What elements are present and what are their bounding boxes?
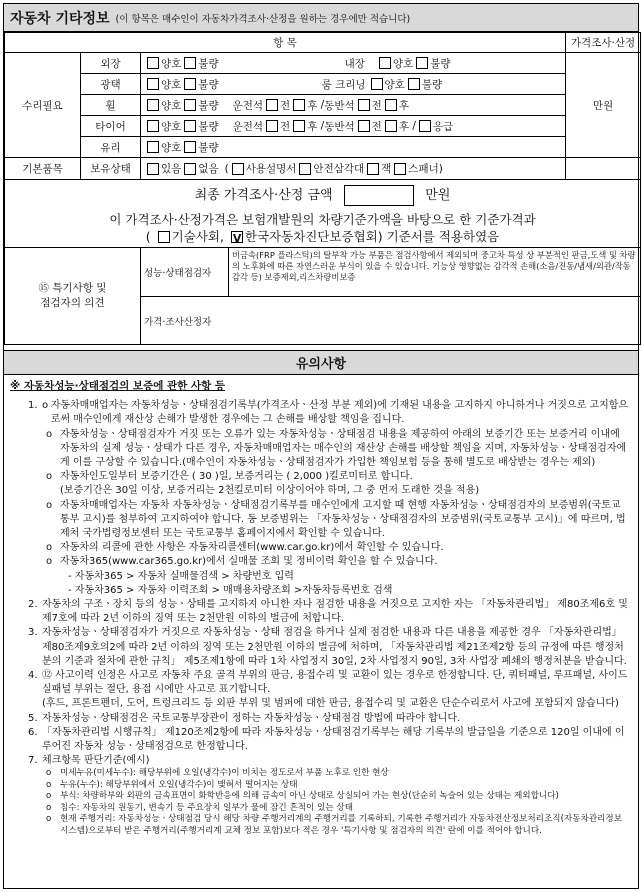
inspector-opinion-text: 비금속(FRP 플라스틱)의 탈부착 가능 부품은 점검사항에서 제외되며 중고차 특성 상 부분적인 판금,도색 및 차량의 노후화에 따른 자연스러운 부식이 있을 수 있습니다. 기능상 영향없는 감각적 손해(소음/진동/냄새/외관/작동감각 등) 보증제외,리스차량비보증 <box>232 250 636 282</box>
passenger-label: 동반석 <box>324 120 355 133</box>
note-3: 자동차성능ㆍ상태점검자가 거짓으로 자동차성능ㆍ상태 점검을 하거나 실제 점검한 내용과 다른 내용을 제공한 경우 「자동차관리법」 제80조제9호의2에 따라 2년 이하의 징역 또는 2천만원 이하의 벌금에 처하며, 「자동차관리법 제21조제2항 등의 규정에 따른 행정처분의 기준과 절차에 관한 규칙」 제5조제1항에 따라 1차 사업정지 30일, 2차 사업정지 90일, 3차 사업장 폐쇄의 행정처분을 받습니다. <box>42 627 627 667</box>
col-item-header: 항 목 <box>5 33 566 53</box>
room-clean-bad-checkbox[interactable] <box>408 78 420 90</box>
glass-good-checkbox[interactable] <box>147 141 159 153</box>
note-7a: 미세누유(미세누수): 해당부위에 오일(냉각수)이 비치는 정도로서 부품 노후로 인한 현상 <box>60 768 389 779</box>
note-1d: 자동차매매업자는 자동차 자동차성능ㆍ상태점검기록부를 매수인에게 고지할 때 현행 자동차성능ㆍ상태점검자의 보증범위(국토교통부 고시)를 첨부하여 고지하여야 합니다. 동 보증범위는 「자동차성능ㆍ상태점검자의 보증범위(국토교통부 고시)」에 따르며, 법제처 국가법령정보센터 또는 국토교통부 홈페이지에서 확인할 수 있습니다. <box>60 499 626 540</box>
triangle-checkbox[interactable] <box>299 163 311 175</box>
interior-good-checkbox[interactable] <box>379 57 391 69</box>
tire-driver-front-checkbox[interactable] <box>266 120 278 132</box>
good-label: 양호 <box>161 99 182 112</box>
wheel-passenger-front-checkbox[interactable] <box>358 99 370 111</box>
tire-good-checkbox[interactable] <box>147 120 159 132</box>
good-label: 양호 <box>161 120 182 133</box>
driver-label: 운전석 <box>232 120 264 133</box>
note-7e: 현재 주행거리: 자동차성능ㆍ상태점검 당시 해당 차량 주행거리계의 주행거리를 기록하되, 기록한 주행거리가 자동차전산정보처리조직(자동차관리정보시스템)으로부터 받은 주행거리(주행거리계 교체 정보 포함)보다 적은 경우 '특기사항 및 점검자의 의견' 란에 이를 적어야 합니다. <box>60 814 623 836</box>
note-6: 「자동차관리법 시행규칙」 제120조제2항에 따라 자동차성능ㆍ상태점검기록부는 해당 기록부의 발급일을 기준으로 120일 이내에 이루어진 자동차 성능ㆍ상태점검으로 한정합니다. <box>42 726 625 753</box>
jack-checkbox[interactable] <box>367 163 379 175</box>
wheel-good-checkbox[interactable] <box>147 99 159 111</box>
tire-passenger-front-checkbox[interactable] <box>358 120 370 132</box>
rear-label: 후 <box>307 99 318 112</box>
note-5: 자동차성능ㆍ상태점검은 국토교통부장관이 정하는 자동차성능ㆍ상태점검 방법에 따라야 합니다. <box>42 712 461 724</box>
bad-label: 불량 <box>198 99 219 112</box>
note-7d: 침수: 자동차의 원동기, 변속기 등 주요장치 일부가 물에 잠긴 흔적이 있는 상태 <box>60 802 354 813</box>
note-1c: 자동차인도일부터 보증기간은 ( 30 )일, 보증거리는 ( 2,000 )킬로미터로 합니다. <box>60 471 413 483</box>
kadia-label: 한국자동차진단보증협회 <box>244 229 378 245</box>
triangle-label: 안전삼각대 <box>313 163 365 175</box>
interior-bad-checkbox[interactable] <box>416 57 428 69</box>
inspector-label: 성능·상태점검자 <box>141 248 229 296</box>
kadia-checkbox[interactable] <box>231 231 243 243</box>
emergency-label: 응급 <box>432 120 454 133</box>
exterior-bad-checkbox[interactable] <box>184 57 196 69</box>
note-4: ⑫ 사고이력 인정은 사고로 자동차 주요 골격 부위의 판금, 용접수리 및 교환이 있는 경우로 한정합니다. 단, 쿼터패널, 루프패널, 사이드실패널 부위는 절단, 용접 시에만 사고로 표기합니다. <box>42 670 628 696</box>
section-header <box>4 4 638 32</box>
note-1f-step2: - 자동차365 > 자동차 이력조회 > 매매용차량조회 >자동차등록번호 검색 <box>68 584 393 596</box>
basic-none-checkbox[interactable] <box>184 163 196 175</box>
good-label: 양호 <box>161 78 182 91</box>
label-room-clean: 룸 크리닝 <box>321 78 366 91</box>
exterior-good-checkbox[interactable] <box>147 57 159 69</box>
wheel-driver-rear-checkbox[interactable] <box>293 99 305 111</box>
repair-group-label: 수리필요 <box>5 53 81 158</box>
note-4-detail: (후드, 프론트펜더, 도어, 트렁크리드 등 외판 부위 및 범퍼에 대한 판금, 용접수리 및 교환은 단순수리로서 사고에 포함되지 않습니다) <box>42 698 619 710</box>
note-1b: 자동차성능ㆍ상태점검자가 거짓 또는 오류가 있는 자동차성능ㆍ상태점검 내용을 제공하여 아래의 보증기간 또는 보증거리 이내에 자동차의 실제 성능ㆍ상태가 다른 경우, 자동차매매업자는 매수인의 재산상 손해를 배상할 책임을 지며, 자동차성능ㆍ상태점검자에게 이를 구상할 수 있습니다.(매수인이 자동차성능ㆍ상태점검자가 가입한 책임보험 등을 통해 별도로 배상받는 경우는 제외) <box>60 428 627 469</box>
front-label: 전 <box>280 120 291 133</box>
gloss-bad-checkbox[interactable] <box>184 78 196 90</box>
tech-society-label: 기술사회, <box>171 229 224 245</box>
opinion-label-line2: 점검자의 의견 <box>40 297 105 309</box>
note-2: 자동차의 구조ㆍ장치 등의 성능ㆍ상태를 고지하지 아니한 자나 점검한 내용을 거짓으로 고지한 자는 「자동차관리법」 제80조제6호 및 제7호에 따라 2년 이하의 징역 또는 2천만원 이하의 벌금에 처합니다. <box>42 599 628 625</box>
opinion-label-line1: ⑮ 특기사항 및 <box>38 282 107 294</box>
manual-checkbox[interactable] <box>232 163 244 175</box>
price-value: 만원 <box>566 53 641 158</box>
glass-bad-checkbox[interactable] <box>184 141 196 153</box>
wheel-passenger-rear-checkbox[interactable] <box>385 99 397 111</box>
good-label: 양호 <box>161 57 182 70</box>
bad-label: 불량 <box>198 120 219 133</box>
front-label: 전 <box>280 99 291 112</box>
note-1a: 자동차매매업자는 자동차성능ㆍ상태점검기록부(가격조사ㆍ산정 부분 제외)에 기재된 내용을 고지하지 아니하거나 거짓으로 고지함으로써 매수인에게 재산상 손해가 발생한 경우에는 그 손해를 배상할 책임을 집니다. <box>50 400 629 426</box>
col-price-header: 가격조사·산정 <box>566 33 641 53</box>
good-label: 양호 <box>392 57 414 70</box>
vehicle-other-info-form <box>3 3 639 889</box>
basis-line: 이 가격조사·산정가격은 보험개발원의 차량기준가액을 바탕으로 한 기준가격과 <box>109 212 536 228</box>
bad-label: 불량 <box>421 78 443 91</box>
bad-label: 불량 <box>198 141 219 154</box>
note-1c-detail: (보증기간은 30일 이상, 보증거리는 2천킬로미터 이상이어야 하며, 그 중 먼저 도래한 것을 적용) <box>60 485 480 497</box>
notes-section-header: 유의사항 <box>4 350 638 375</box>
notes-heading: ※ 자동차성능·상태점검의 보증에 관한 사항 등 <box>10 380 226 392</box>
good-label: 양호 <box>161 141 182 154</box>
label-wheel: 휠 <box>81 95 141 116</box>
front-label: 전 <box>371 120 382 133</box>
label-exterior: 외장 <box>81 53 141 74</box>
section-title: 자동차 기타정보 <box>10 10 110 27</box>
room-clean-good-checkbox[interactable] <box>371 78 383 90</box>
spanner-checkbox[interactable] <box>394 163 406 175</box>
basis-suffix: ) 기준서를 적용하였음 <box>377 229 500 245</box>
bad-label: 불량 <box>430 57 451 70</box>
label-interior: 내장 <box>344 57 365 70</box>
section-note: (이 항목은 매수인이 자동차가격조사·산정을 원하는 경우에만 적습니다) <box>115 13 411 25</box>
final-price-input[interactable] <box>344 185 414 206</box>
passenger-label: 동반석 <box>324 99 355 112</box>
note-7b: 누유(누수): 해당부위에서 오일(냉각수)이 맺혀서 떨어지는 상태 <box>60 779 298 790</box>
note-7: 체크항목 판단기준(예시) <box>42 755 150 767</box>
rear-label: 후 <box>307 120 318 133</box>
front-label: 전 <box>371 99 382 112</box>
gloss-good-checkbox[interactable] <box>147 78 159 90</box>
driver-label: 운전석 <box>232 99 264 112</box>
label-possession: 보유상태 <box>81 158 141 180</box>
jack-label: 잭 <box>381 163 392 175</box>
note-1f: 자동차365(www.car365.go.kr)에서 실매물 조회 및 정비이력 확인을 할 수 있습니다. <box>60 556 438 568</box>
spanner-label: 스패너 <box>408 163 439 175</box>
wheel-bad-checkbox[interactable] <box>184 99 196 111</box>
note-1e: 자동차의 리콜에 관한 사항은 자동차리콜센터(www.car.go.kr)에서 확인할 수 있습니다. <box>60 542 444 554</box>
repair-table: 항 목 가격조사·산정 수리필요 외장 양호 불량 내장 양호 불량 만원 광택 양호 불량 룸 크리닝 양호 불량 휠 양호 불량 운전석 전 후 / 동반석 전 후 타이어 양호 불량 운전석 전 후 / 동반석 전 후 / 응급 유리 양호 불량 기본품목 보유상태 있음 없음 ( 사용설명서 안전삼각대 잭 스패너 ) 최종 가격조사·산정 금액 만원 이 가격조사·산정가격은 보험개발원의 차량기준가액을 바탕으로 한 기준가격과 ( 기술사회, V 한국자동차진단보증협회) 기준서를 적용하였음 ⑮ 특기사항 및 점검자의 의견 성능·상태점검자 비금속(FRP 플라스틱)의 탈부착 가능 부품은 점검사항에서 제외되며 중고차 특성 상 부분적인 판금,도색 및 차량의 노후화에 따른 자연스러운 부식이 있을 수 있습니다. 기능상 영향없는 감각적 손해(소음/진동/냄새/외관/작동감각 등) 보증제외,리스차량비보증 가격·조사산정자 <box>4 32 641 345</box>
tire-emergency-checkbox[interactable] <box>419 120 431 132</box>
label-tire: 타이어 <box>81 116 141 137</box>
label-glass: 유리 <box>81 137 141 158</box>
rear-label: 후 <box>398 99 409 112</box>
bad-label: 불량 <box>198 57 219 70</box>
tire-passenger-rear-checkbox[interactable] <box>385 120 397 132</box>
note-7c: 부식: 차량하부와 외판의 금속표면이 화학반응에 의해 금속이 아닌 상태로 상실되어 가는 현상(단순히 녹슬어 있는 상태는 제외합니다) <box>60 791 559 802</box>
final-price-unit: 만원 <box>425 187 451 203</box>
none-label: 없음 <box>198 163 219 175</box>
tire-bad-checkbox[interactable] <box>184 120 196 132</box>
manual-label: 사용설명서 <box>245 163 297 175</box>
notes-body: ※ 자동차성능·상태점검의 보증에 관한 사항 등 1. o 자동차매매업자는 자동차성능ㆍ상태점검기록부(가격조사ㆍ산정 부분 제외)에 기재된 내용을 고지하지 아니하거나 거짓으로 고지함으로써 매수인에게 재산상 손해가 발생한 경우에는 그 손해를 배상할 책임을 집니다. o 자동차성능ㆍ상태점검자가 거짓 또는 오류가 있는 자동차성능ㆍ상태점검 내용을 제공하여 아래의 보증기간 또는 보증거리 이내에 자동차의 실제 성능ㆍ상태가 다른 경우, 자동차매매업자는 매수인의 재산상 손해를 배상할 책임을 지며, 자동차성능ㆍ상태점검자에게 이를 구상할 수 있습니다.(매수인이 자동차성능ㆍ상태점검자가 가입한 책임보험 등을 통해 별도로 배상받는 경우는 제외) o 자동차인도일부터 보증기간은 ( 30 )일, 보증거리는 ( 2,000 )킬로미터로 합니다. (보증기간은 30일 이상, 보증거리는 2천킬로미터 이상이어야 하며, 그 중 먼저 도래한 것을 적용) o 자동차매매업자는 자동차 자동차성능ㆍ상태점검기록부를 매수인에게 고지할 때 현행 자동차성능ㆍ상태점검자의 보증범위(국토교통부 고시)를 첨부하여 고지하여야 합니다. 동 보증범위는 「자동차성능ㆍ상태점검자의 보증범위(국토교통부 고시)」에 따르며, 법제처 국가법령정보센터 또는 국토교통부 홈페이지에서 확인할 수 있습니다. o 자동차의 리콜에 관한 사항은 자동차리콜센터(www.car.go.kr)에서 확인할 수 있습니다. o 자동차365(www.car365.go.kr)에서 실매물 조회 및 정비이력 확인을 할 수 있습니다. - 자동차365 > 자동차 실매물검색 > 차량번호 입력 - 자동차365 > 자동차 이력조회 > 매매용차량조회 >자동차등록번호 검색 2. 자동차의 구조ㆍ장치 등의 성능ㆍ상태를 고지하지 아니한 자나 점검한 내용을 거짓으로 고지한 자는 「자동차관리법」 제80조제6호 및 제7호에 따라 2년 이하의 징역 또는 2천만원 이하의 벌금에 처합니다. 3. 자동차성능ㆍ상태점검자가 거짓으로 자동차성능ㆍ상태 점검을 하거나 실제 점검한 내용과 다른 내용을 제공한 경우 「자동차관리법」 제80조제9호의2에 따라 2년 이하의 징역 또는 2천만원 이하의 벌금에 처하며, 「자동차관리법 제21조제2항 등의 규정에 따른 행정처분의 기준과 절차에 관한 규칙」 제5조제1항에 따라 1차 사업정지 30일, 2차 사업정지 90일, 3차 사업장 폐쇄의 행정처분을 받습니다. 4. ⑫ 사고이력 인정은 사고로 자동차 주요 골격 부위의 판금, 용접수리 및 교환이 있는 경우로 한정합니다. 단, 쿼터패널, 루프패널, 사이드실패널 부위는 절단, 용접 시에만 사고로 표기합니다. (후드, 프론트펜더, 도어, 트렁크리드 등 외판 부위 및 범퍼에 대한 판금, 용접수리 및 교환은 단순수리로서 사고에 포함되지 않습니다) 5. 자동차성능ㆍ상태점검은 국토교통부장관이 정하는 자동차성능ㆍ상태점검 방법에 따라야 합니다. 6. 「자동차관리법 시행규칙」 제120조제2항에 따라 자동차성능ㆍ상태점검기록부는 해당 기록부의 발급일을 기준으로 120일 이내에 이루어진 자동차 성능ㆍ상태점검으로 한정합니다. 7. 체크항목 판단기준(예시) o 미세누유(미세누수): 해당부위에 오일(냉각수)이 비치는 정도로서 부품 노후로 인한 현상 o 누유(누수): 해당부위에서 오일(냉각수)이 맺혀서 떨어지는 상태 o 부식: 차량하부와 외판의 금속표면이 화학반응에 의해 금속이 아닌 상태로 상실되어 가는 현상(단순히 녹슬어 있는 상태는 제외합니다) o 침수: 자동차의 원동기, 변속기 등 주요장치 일부가 물에 잠긴 흔적이 있는 상태 o 현재 주행거리: 자동차성능ㆍ상태점검 당시 해당 차량 주행거리계의 주행거리를 기록하되, 기록한 주행거리가 자동차전산정보처리조직(자동차관리정보시스템)으로부터 받은 주행거리(주행거리계 교체 정보 포함)보다 적은 경우 '특기사항 및 점검자의 의견' 란에 이를 적어야 합니다. <box>10 380 629 836</box>
final-price-label: 최종 가격조사·산정 금액 <box>194 187 333 203</box>
label-gloss: 광택 <box>81 74 141 95</box>
rear-label: 후 <box>398 120 409 133</box>
basic-group-label: 기본품목 <box>5 158 81 180</box>
note-1f-step1: - 자동차365 > 자동차 실매물검색 > 차량번호 입력 <box>68 570 294 582</box>
price-appraiser-field[interactable] <box>229 297 640 344</box>
basic-has-checkbox[interactable] <box>147 163 159 175</box>
bad-label: 불량 <box>198 78 219 91</box>
good-label: 양호 <box>384 78 405 91</box>
tire-driver-rear-checkbox[interactable] <box>293 120 305 132</box>
price-appraiser-label: 가격·조사산정자 <box>144 316 212 328</box>
tech-society-checkbox[interactable] <box>158 231 170 243</box>
has-label: 있음 <box>161 163 182 175</box>
wheel-driver-front-checkbox[interactable] <box>266 99 278 111</box>
